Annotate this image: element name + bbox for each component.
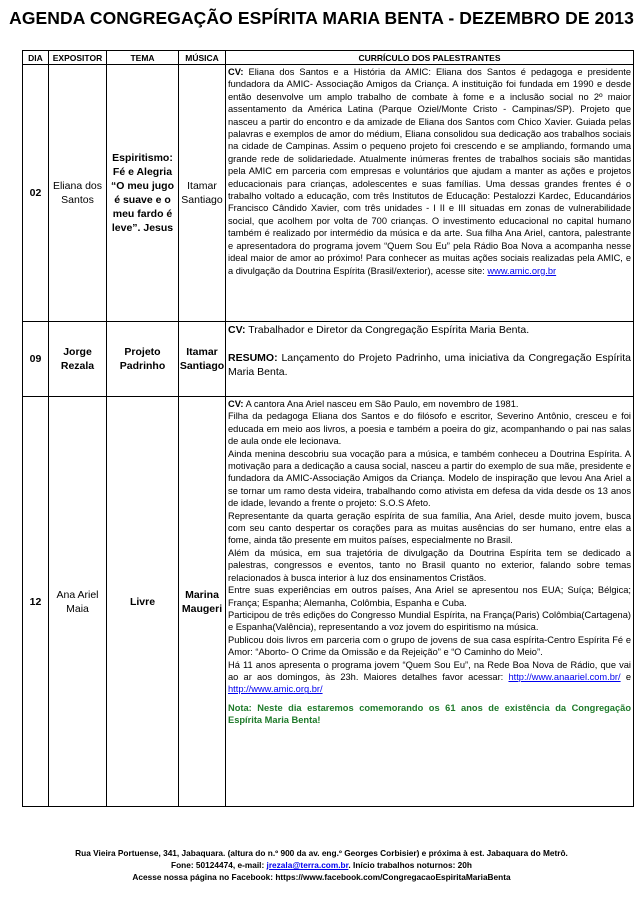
cv-paragraph: Participou de três edições do Congresso Mundial Espírita, na França(Paris) Colômbia(Cartagena) e Espanha(Valência), representando a voz jovem do espiritismo na música. xyxy=(228,609,631,633)
row-dia: 09 xyxy=(23,322,49,397)
table-row xyxy=(23,322,634,397)
row-tema: Espiritismo: Fé e Alegria “O meu jugo é suave e o meu fardo é leve”. Jesus xyxy=(107,65,179,322)
resumo-label: RESUMO: xyxy=(228,352,278,364)
header-musica: MÚSICA xyxy=(179,51,226,65)
row-musica: Itamar Santiago xyxy=(179,65,226,322)
nota-text: Nota: Neste dia estaremos comemorando os 61 anos de existência da Congregação Espírita Maria Benta! xyxy=(228,702,631,726)
row-curriculo xyxy=(226,322,634,397)
cv-paragraph xyxy=(228,323,631,337)
cv-text: Trabalhador e Diretor da Congregação Espírita Maria Benta. xyxy=(245,324,530,336)
link-joiner: e xyxy=(620,671,631,682)
cv-text: Há 11 anos apresenta o programa jovem “Quem Sou Eu”, na Rede Boa Nova de Rádio, que vai ao ar aos domingos, às 23h. Maiores detalhes favor acessar: xyxy=(228,659,631,682)
cv-text: Eliana dos Santos e a História da AMIC: Eliana dos Santos é pedagoga e presidente fundadora da AMIC- Associação Amigos da Criança. A instituição foi fundada em 1990 e desde então desenvolve um amplo trabalho de combate à fome e a inclusão social no 2º maior assentamento da América Latina (Parque Oziel/Monte Cristo - Campinas/SP). Projeto que nasceu a partir do encontro e da amizade de Eliana dos Santos com Chico Xavier. Guiada pelas palavras e exemplos de amor do médium, Eliana consolidou sua dedicação aos trabalhos sociais na cidade de Campinas. Assim o pequeno projeto foi crescendo e se ampliando, formando uma grande rede de solidariedade. Atualmente inúmeras frentes de trabalhos sociais são mantidas pela AMIC em parceria com empresas e voluntários que ajudam a manter as ações e projetos educacionais para crianças, adolescentes e suas famílias. Uma dessas grandes frentes é o trabalho voltado a educação, com três Institutos de Educação: Pestalozzi Kardec, Educandários Francisco Cândido Xavier, com três unidades - I II e III situadas em zonas de vulnerabilidade social, que acolhem por volta de 700 crianças. O investimento educacional no capital humano também é realizado por intermédio da música e da arte. Sua filha Ana Ariel, cantora, palestrante e apresentadora do programa jovem “Quem Sou Eu” pela Rádio Boa Nova a acompanha nesse ideal maior de amor ao próximo! Para conhecer as muitas ações sociais realizadas pela AMIC, e a divulgação da Doutrina Espírita (Brasil/exterior), acesse site: xyxy=(228,67,631,276)
row-expositor: Jorge Rezala xyxy=(49,322,107,397)
row-dia: 02 xyxy=(23,65,49,322)
row-curriculo xyxy=(226,65,634,322)
table-row xyxy=(23,65,634,322)
row-musica: Marina Maugeri xyxy=(179,397,226,807)
row-dia: 12 xyxy=(23,397,49,807)
row-tema: Projeto Padrinho xyxy=(107,322,179,397)
cv-paragraph xyxy=(228,659,631,696)
agenda-table xyxy=(22,50,634,807)
footer-contact xyxy=(0,860,643,871)
amic-site-link[interactable]: www.amic.org.br xyxy=(487,265,557,276)
cv-paragraph: Além da música, em sua trajetória de divulgação da Doutrina Espírita tem se dedicado a palestras, congressos e eventos, tanto no Brasil quanto no exterior, falando sobre temas relacionados à busca interior à luz dos ensinamentos Cristãos. xyxy=(228,547,631,583)
header-row xyxy=(23,51,634,65)
cv-label: CV: xyxy=(228,324,246,336)
cv-paragraph xyxy=(228,398,631,410)
row-musica: Itamar Santiago xyxy=(179,322,226,397)
cv-paragraph: Filha da pedagoga Eliana dos Santos e do filósofo e escritor, Severino Antônio, cresceu e foi educada em meio aos livros, a poesia e também a poeira do giz, acompanhando o pai nas salas de aula onde ele lecionava. xyxy=(228,411,631,447)
cv-label: CV: xyxy=(228,399,244,409)
footer-facebook: Acesse nossa página no Facebook: https://www.facebook.com/CongregacaoEspiritaMariaBenta xyxy=(132,872,511,882)
header-expositor: EXPOSITOR xyxy=(49,51,107,65)
header-tema: TEMA xyxy=(107,51,179,65)
row-expositor: Ana Ariel Maia xyxy=(49,397,107,807)
footer-address: Rua Vieira Portuense, 341, Jabaquara. (altura do n.º 900 da av. eng.º Georges Corbisier) e próxima à est. Jabaquara do Metrô. xyxy=(75,848,568,858)
footer-email-link[interactable]: jrezala@terra.com.br xyxy=(266,860,349,870)
cv-text: A cantora Ana Ariel nasceu em São Paulo, em novembro de 1981. xyxy=(243,399,519,409)
row-curriculo xyxy=(226,397,634,807)
footer-hours: . Início trabalhos noturnos: 20h xyxy=(348,860,472,870)
page-title: AGENDA CONGREGAÇÃO ESPÍRITA MARIA BENTA - DEZEMBRO DE 2013 xyxy=(9,8,634,28)
amic-site-link[interactable]: http://www.amic.org.br/ xyxy=(228,684,323,695)
header-dia: DIA xyxy=(23,51,49,65)
cv-label: CV: xyxy=(228,67,244,77)
cv-paragraph: Ainda menina descobriu sua vocação para a música, e também conheceu a Doutrina Espírita. A motivação para a dedicação a causa social, nasceu a partir do exemplo de sua mãe, presidente e fundadora da AMIC-Associação Amigos da Criança. Modelo de inspiração que levou Ana Ariel a se tornar um ramo desta videira, trabalhando como ativista em defesa da vida desde os 13 anos de idade, levando a frente o projeto: S.O.S Afeto. xyxy=(228,448,631,509)
resumo-paragraph xyxy=(228,351,631,379)
footer-phone: Fone: 50124474, e-mail: xyxy=(171,860,267,870)
cv-paragraph: Representante da quarta geração espírita de sua família, Ana Ariel, desde muito jovem, busca com seu canto despertar os corações para as muitas ausências do ser humano, entre elas a fome, ainda tão presente em muitos países, especialmente no Brasil. xyxy=(228,510,631,546)
cv-paragraph: Entre suas experiências em outros países, Ana Ariel se apresentou nos EUA; Suíça; Bélgica; França; Espanha; Alemanha, Colômbia, Espanha e Cuba. xyxy=(228,585,631,608)
anaariel-site-link[interactable]: http://www.anaariel.com.br/ xyxy=(508,671,621,682)
header-curriculo: CURRÍCULO DOS PALESTRANTES xyxy=(226,51,634,65)
resumo-text: Lançamento do Projeto Padrinho, uma iniciativa da Congregação Espírita Maria Benta. xyxy=(228,352,631,378)
row-tema: Livre xyxy=(107,397,179,807)
row-expositor: Eliana dos Santos xyxy=(49,65,107,322)
cv-paragraph: Publicou dois livros em parceria com o grupo de jovens de sua casa espírita-Centro Espírita Fé e Amor: “Aborto- O Crime da Omissão e da Rejeição” e “O Caminho do Meio”. xyxy=(228,634,631,658)
table-row xyxy=(23,397,634,807)
